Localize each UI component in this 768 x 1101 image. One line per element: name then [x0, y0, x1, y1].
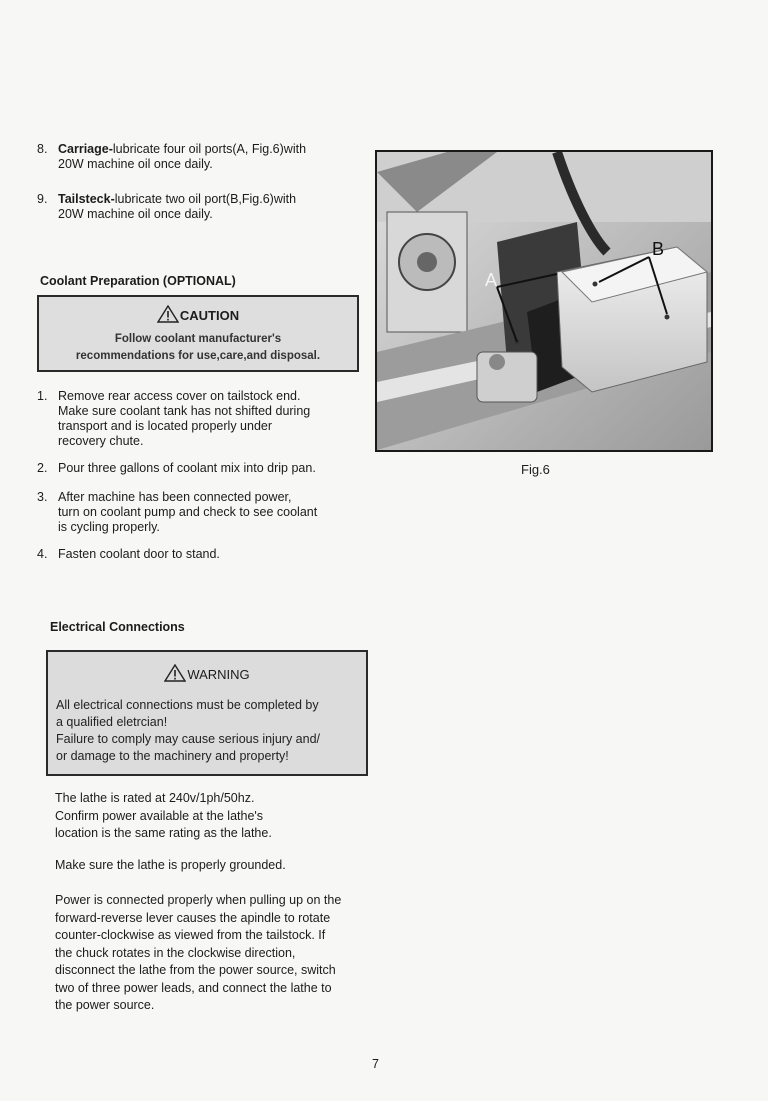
power-paragraph: [55, 892, 375, 1015]
item-term: Carriage-: [58, 142, 113, 156]
list-item-step-1: [37, 389, 377, 449]
warning-title: [48, 664, 366, 682]
warning-title-text: WARNING: [187, 667, 250, 682]
item-number: 1.: [37, 389, 48, 403]
warning-line: or damage to the machinery and property!: [56, 749, 289, 763]
item-text: [58, 547, 378, 562]
photo-label-a: A: [485, 270, 498, 290]
para-line: two of three power leads, and connect the lathe to: [55, 980, 332, 995]
list-item-step-2: [37, 461, 377, 477]
caution-line: recommendations for use,care,and disposal.: [75, 350, 321, 362]
warning-line: a qualified eletrcian!: [56, 715, 168, 729]
caution-box: [37, 295, 359, 372]
item-line: turn on coolant pump and check to see coolant: [58, 505, 318, 519]
electrical-heading: Electrical Connections: [50, 620, 185, 634]
item-desc-line2: 20W machine oil once daily.: [58, 207, 213, 221]
item-desc: lubricate four oil ports(A, Fig.6)with: [112, 142, 307, 156]
para-line: disconnect the lathe from the power source, switch: [55, 963, 336, 977]
item-line: Remove rear access cover on tailstock end.: [58, 389, 301, 403]
para-line: Confirm power available at the lathe's: [55, 808, 264, 823]
item-number: 3.: [37, 490, 48, 504]
caution-title-text: CAUTION: [179, 308, 240, 323]
warning-box: [46, 650, 368, 776]
list-item-step-4: [37, 547, 377, 563]
rating-paragraph: [55, 790, 375, 843]
ground-paragraph: Make sure the lathe is properly grounded.: [55, 858, 286, 872]
para-line: Power is connected properly when pulling up on the: [55, 893, 342, 907]
item-text: [58, 192, 378, 222]
item-text: [58, 490, 378, 535]
item-number: 9.: [37, 192, 48, 206]
caution-title: [39, 305, 357, 323]
para-line: forward-reverse lever causes the apindle to rotate: [55, 910, 331, 925]
para-line: counter-clockwise as viewed from the tailstock. If: [55, 928, 326, 942]
warning-line: Failure to comply may cause serious injury and/: [56, 732, 321, 746]
item-line: is cycling properly.: [58, 520, 160, 534]
item-text: [58, 461, 378, 476]
item-line: recovery chute.: [58, 434, 144, 448]
item-text: [58, 142, 378, 172]
item-number: 4.: [37, 547, 48, 561]
warning-triangle-icon: [157, 305, 179, 323]
figure-caption: Fig.6: [521, 462, 550, 477]
item-number: 8.: [37, 142, 48, 156]
item-text: [58, 389, 378, 449]
coolant-heading: Coolant Preparation (OPTIONAL): [40, 274, 236, 288]
lathe-photo-illustration: [377, 152, 711, 450]
list-item-carriage: [37, 142, 377, 174]
item-desc: lubricate two oil port(B,Fig.6)with: [114, 192, 297, 206]
item-line: After machine has been connected power,: [58, 490, 292, 504]
page-number: 7: [372, 1057, 379, 1071]
item-line: transport and is located properly under: [58, 419, 273, 433]
list-item-tailstock: [37, 192, 377, 224]
list-item-step-3: [37, 490, 377, 536]
para-line: The lathe is rated at 240v/1ph/50hz.: [55, 791, 255, 805]
item-line: Make sure coolant tank has not shifted during: [58, 404, 311, 418]
para-line: the power source.: [55, 998, 155, 1012]
item-desc-line2: 20W machine oil once daily.: [58, 157, 213, 171]
item-term: Tailsteck-: [58, 192, 115, 206]
item-line: Pour three gallons of coolant mix into drip pan.: [58, 461, 316, 475]
lathe-photo: [375, 150, 713, 452]
caution-line: Follow coolant manufacturer's: [114, 333, 282, 345]
para-line: location is the same rating as the lathe.: [55, 826, 272, 840]
item-number: 2.: [37, 461, 48, 475]
warning-line: All electrical connections must be completed by: [56, 698, 319, 712]
warning-triangle-icon: [164, 664, 186, 682]
photo-label-b: B: [652, 239, 665, 259]
item-line: Fasten coolant door to stand.: [58, 547, 220, 561]
para-line: the chuck rotates in the clockwise direction,: [55, 945, 296, 960]
